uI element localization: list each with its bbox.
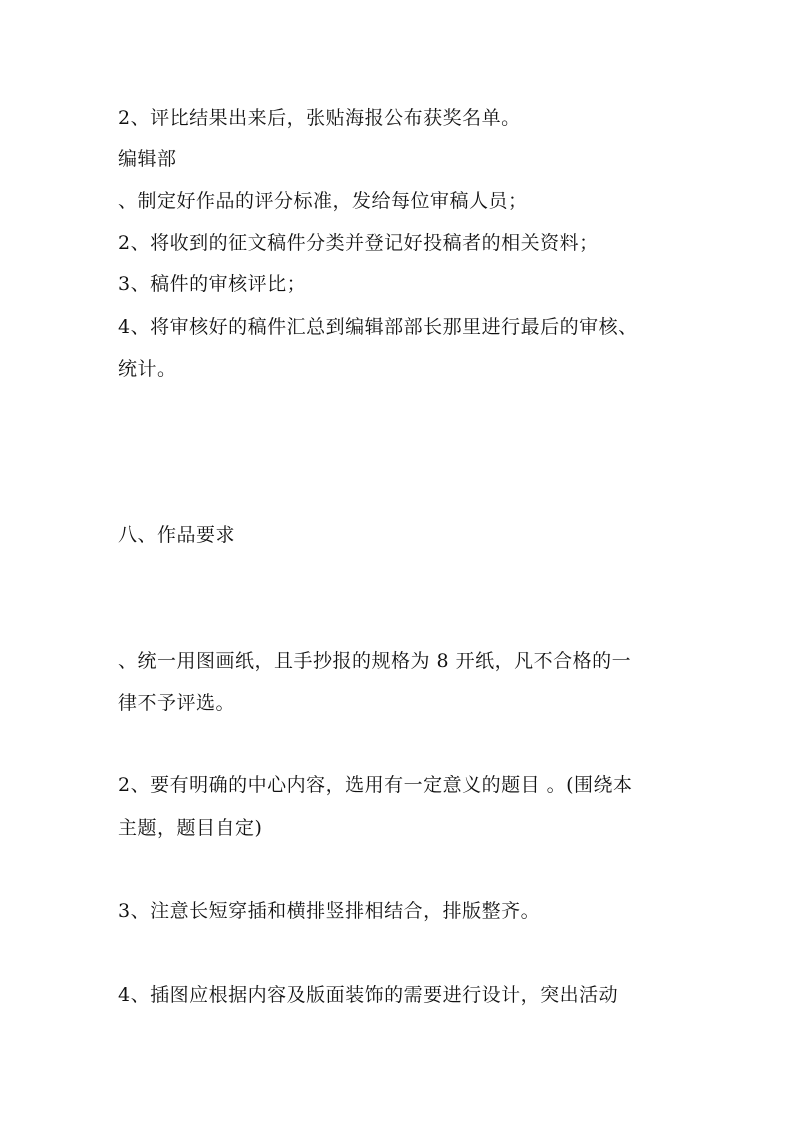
section-heading-work-requirements: 八、作品要求 (118, 524, 236, 546)
text-line-review-evaluation: 3、稿件的审核评比； (118, 273, 307, 295)
text-line-illustrations: 4、插图应根据内容及版面装饰的需要进行设计，突出活动 (118, 984, 619, 1006)
text-line-classify-submissions: 2、将收到的征文稿件分类并登记好投稿者的相关资料； (118, 232, 599, 254)
text-line-final-review: 4、将审核好的稿件汇总到编辑部部长那里进行最后的审核、 (118, 316, 638, 338)
text-line-paper-spec-cont: 律不予评选。 (118, 692, 236, 714)
text-line-scoring-standard: 、制定好作品的评分标准，发给每位审稿人员； (118, 190, 528, 212)
text-line-central-content-cont: 主题，题目自定) (118, 817, 263, 839)
text-line-layout: 3、注意长短穿插和横排竖排相结合，排版整齐。 (118, 900, 541, 922)
text-line-statistics: 统计。 (118, 358, 177, 380)
text-line-paper-spec: 、统一用图画纸，且手抄报的规格为 8 开纸，凡不合格的一 (118, 650, 632, 672)
text-line-award-announcement: 2、评比结果出来后，张贴海报公布获奖名单。 (118, 107, 521, 129)
text-line-editorial-department: 编辑部 (118, 148, 177, 170)
text-line-central-content: 2、要有明确的中心内容，选用有一定意义的题目 。(围绕本 (118, 774, 633, 796)
